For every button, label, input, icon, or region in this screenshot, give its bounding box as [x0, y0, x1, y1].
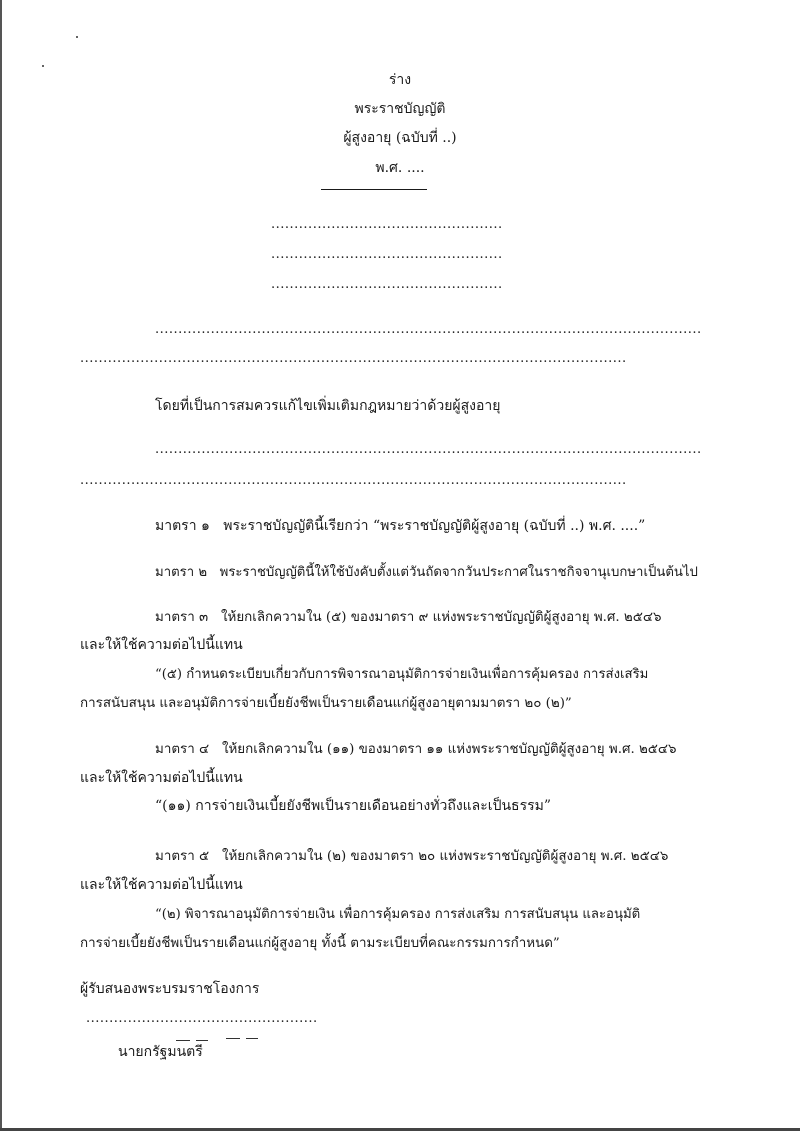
- countersign-label: ผู้รับสนองพระบรมราชโองการ: [80, 981, 260, 997]
- placeholder-line: ..................................................: [271, 247, 503, 262]
- section-quote: การจ่ายเบี้ยยังชีพเป็นรายเดือนแก่ผู้สูงอายุ ทั้งนี้ ตามระเบียบที่คณะกรรมการกำหนด”: [80, 936, 560, 951]
- section-3: [155, 606, 662, 627]
- section-quote: “(๒) พิจารณาอนุมัติการจ่ายเงิน เพื่อการคุ้มครอง การส่งเสริม การสนับสนุน และอนุมัติ: [155, 907, 641, 922]
- signature-mark: [196, 1040, 208, 1041]
- section-number: มาตรา ๔: [155, 742, 210, 757]
- signature-mark: [176, 1040, 190, 1041]
- section-4: [155, 738, 677, 759]
- section-2: [155, 561, 698, 582]
- placeholder-long-line: ......................................................................................................................: [80, 351, 627, 366]
- signature-mark: [246, 1038, 258, 1039]
- section-quote: การสนับสนุน และอนุมัติการจ่ายเบี้ยยังชีพเป็นรายเดือนแก่ผู้สูงอายุตามมาตรา ๒๐ (๒)”: [80, 696, 572, 711]
- placeholder-long-line: ......................................................................................................................: [155, 322, 702, 337]
- signatory-title: นายกรัฐมนตรี: [118, 1044, 203, 1060]
- section-text: ให้ยกเลิกความใน (๑๑) ของมาตรา ๑๑ แห่งพระราชบัญญัติผู้สูงอายุ พ.ศ. ๒๕๔๖: [221, 742, 677, 757]
- section-continuation: และให้ใช้ความต่อไปนี้แทน: [80, 770, 243, 786]
- section-continuation: และให้ใช้ความต่อไปนี้แทน: [80, 877, 243, 893]
- whereas-clause: โดยที่เป็นการสมควรแก้ไขเพิ่มเติมกฎหมายว่าด้วยผู้สูงอายุ: [155, 398, 501, 414]
- scan-speck: [42, 65, 44, 67]
- section-number: มาตรา ๒: [155, 565, 208, 580]
- placeholder-line: ..................................................: [271, 217, 503, 232]
- signature-mark: [226, 1038, 240, 1039]
- section-text: ให้ยกเลิกความใน (๒) ของมาตรา ๒๐ แห่งพระราชบัญญัติผู้สูงอายุ พ.ศ. ๒๕๔๖: [221, 849, 669, 864]
- section-quote: “(๕) กำหนดระเบียบเกี่ยวกับการพิจารณาอนุมัติการจ่ายเงินเพื่อการคุ้มครอง การส่งเสริม: [155, 667, 649, 682]
- act-year: พ.ศ. ....: [375, 160, 425, 176]
- placeholder-line: ..................................................: [271, 277, 503, 292]
- section-5: [155, 845, 668, 866]
- section-1: [155, 515, 645, 537]
- signature-dotted-line: ..................................................: [86, 1011, 318, 1026]
- section-text: ให้ยกเลิกความใน (๕) ของมาตรา ๙ แห่งพระราชบัญญัติผู้สูงอายุ พ.ศ. ๒๕๔๖: [220, 610, 662, 625]
- section-quote: “(๑๑) การจ่ายเงินเบี้ยยังชีพเป็นรายเดือนอย่างทั่วถึงและเป็นธรรม”: [155, 798, 551, 814]
- section-number: มาตรา ๓: [155, 610, 209, 625]
- section-number: มาตรา ๑: [155, 518, 210, 534]
- act-name: ผู้สูงอายุ (ฉบับที่ ..): [343, 130, 457, 146]
- placeholder-long-line: ......................................................................................................................: [80, 473, 627, 488]
- draft-label: ร่าง: [388, 72, 412, 88]
- section-text: พระราชบัญญัตินี้เรียกว่า “พระราชบัญญัติผู้สูงอายุ (ฉบับที่ ..) พ.ศ. ....”: [223, 518, 646, 534]
- section-continuation: และให้ใช้ความต่อไปนี้แทน: [80, 637, 243, 653]
- header-rule: [321, 189, 427, 190]
- section-number: มาตรา ๕: [155, 849, 210, 864]
- placeholder-long-line: ......................................................................................................................: [155, 442, 702, 457]
- scan-speck: [76, 36, 78, 38]
- act-type: พระราชบัญญัติ: [354, 101, 446, 117]
- section-text: พระราชบัญญัตินี้ให้ใช้บังคับตั้งแต่วันถัดจากวันประกาศในราชกิจจานุเบกษาเป็นต้นไป: [219, 565, 698, 580]
